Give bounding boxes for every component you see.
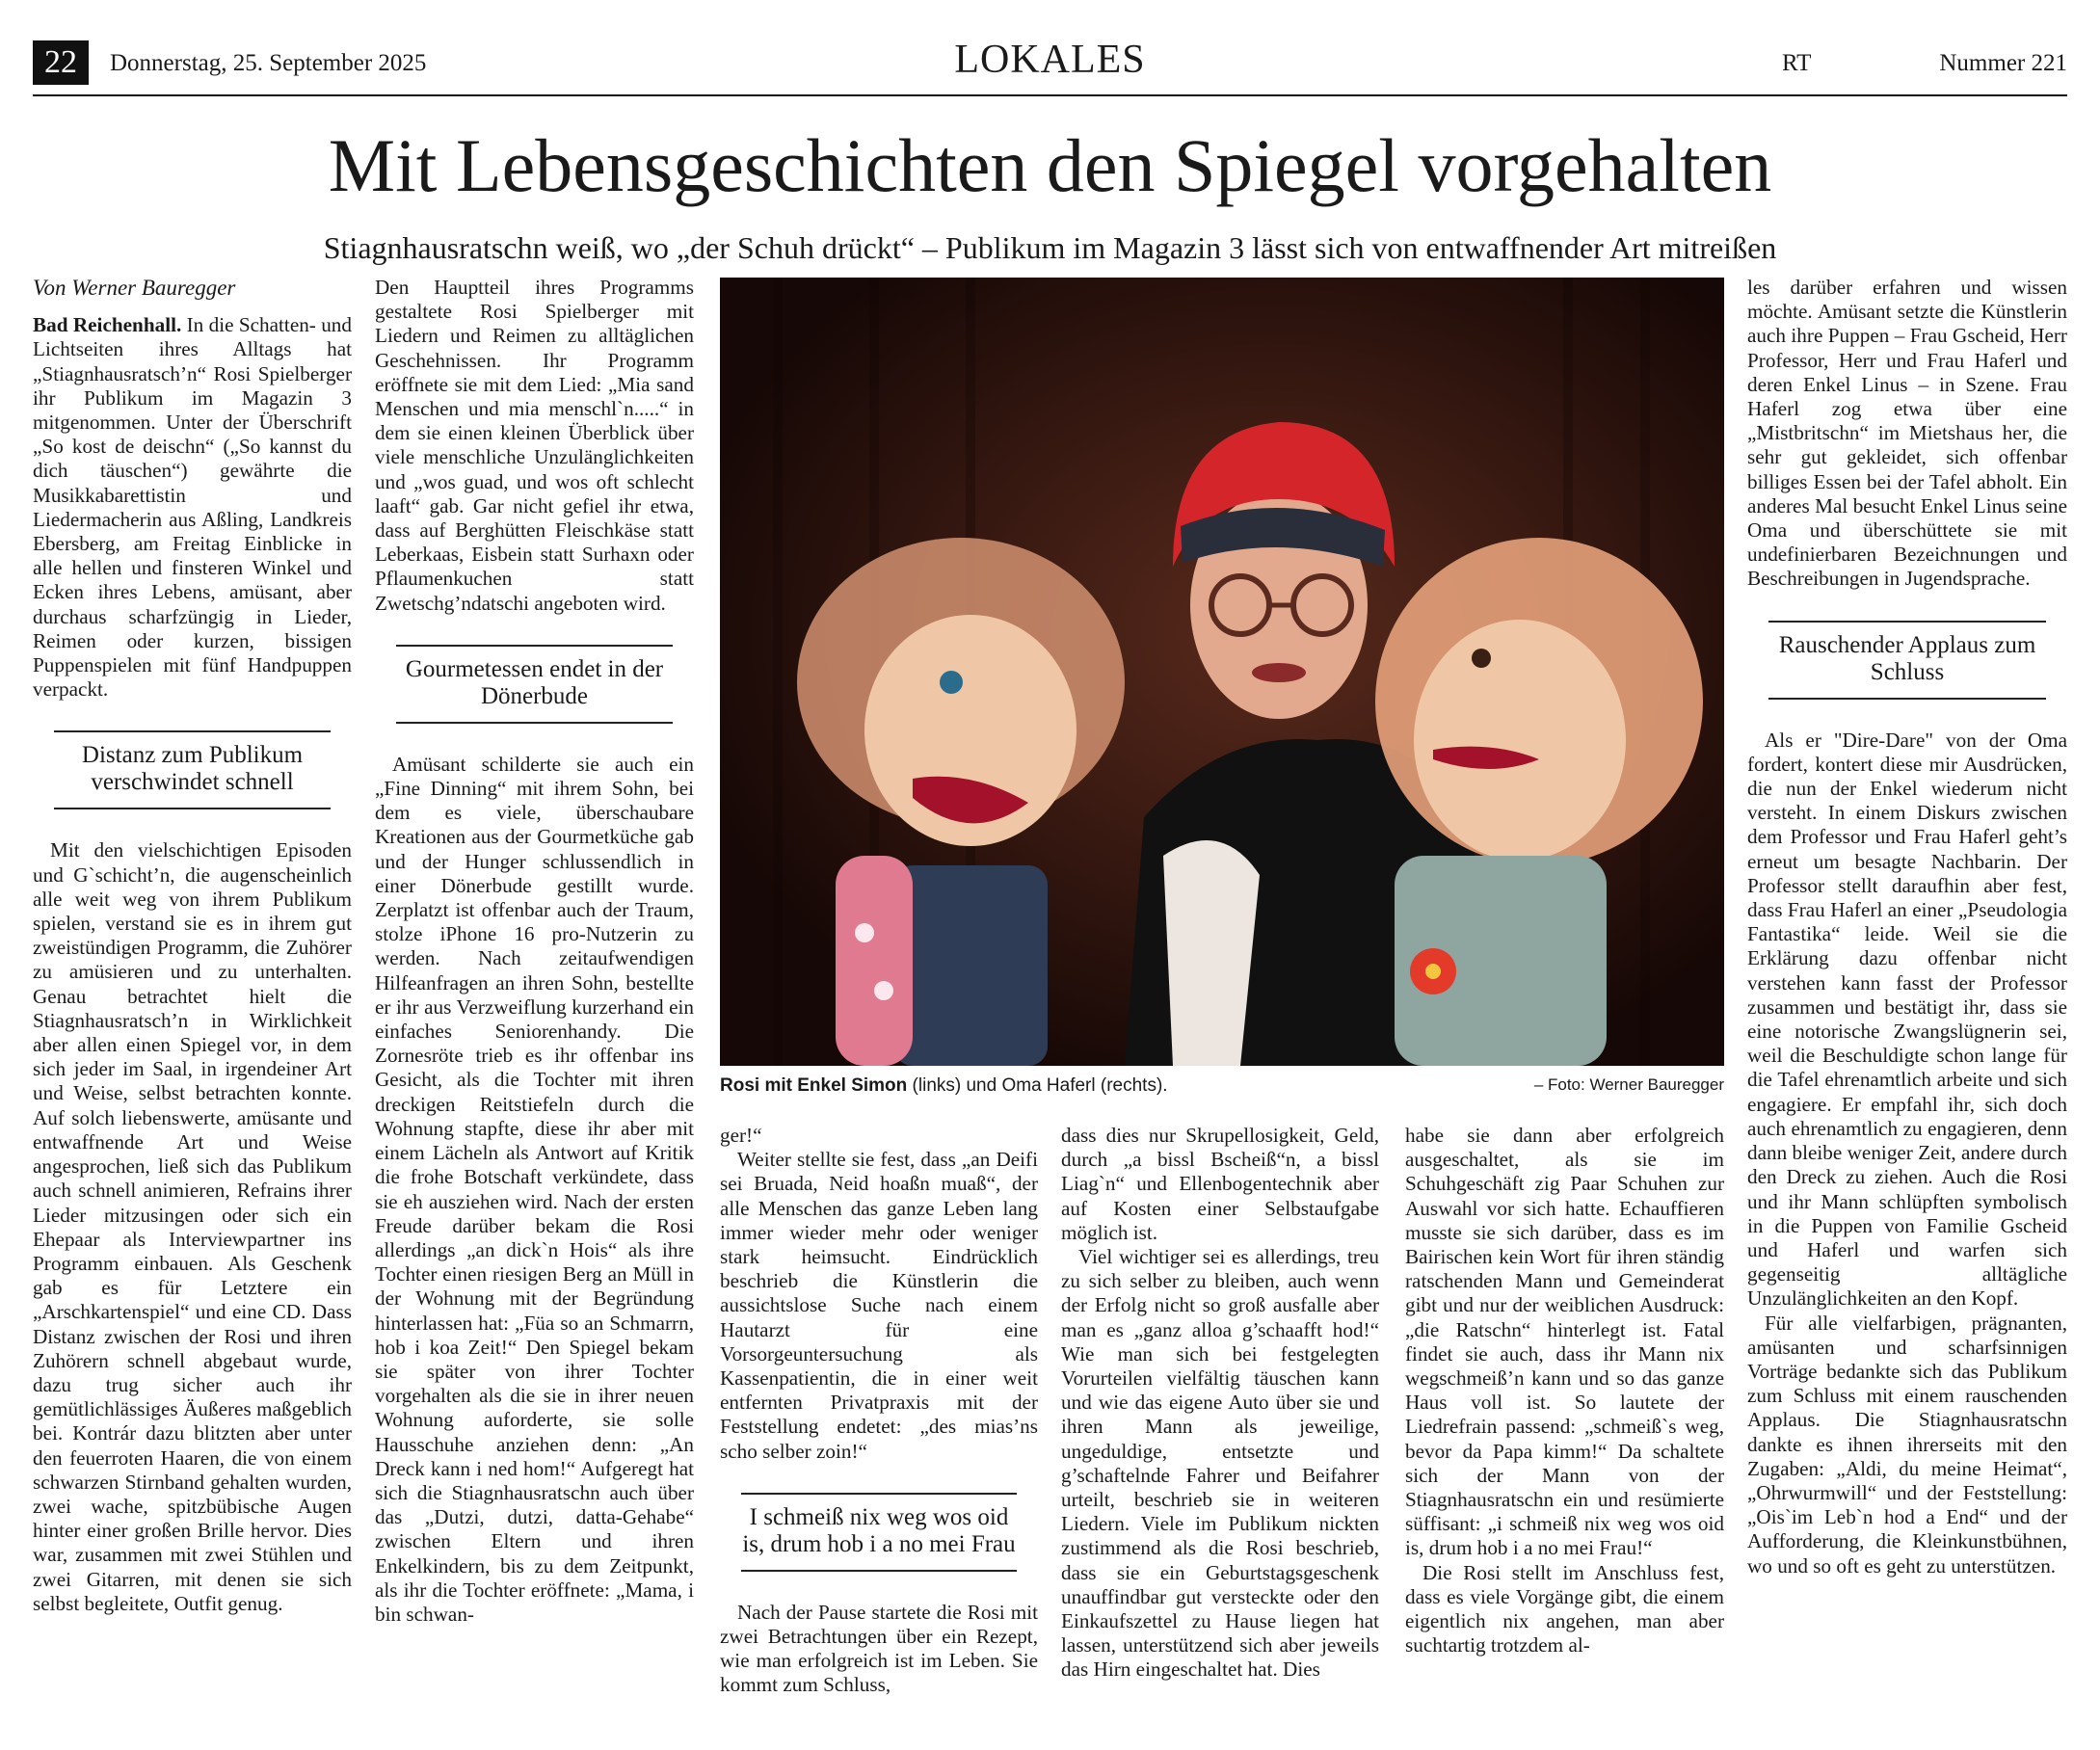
column-3: [720, 1124, 1038, 1698]
subheading-gourmetessen: Gourmetessen endet in der Dönerbude: [396, 645, 673, 724]
paragraph: habe sie dann aber erfolgreich ausgeschaltet, als sie im Schuhgeschäft zig Paar Schuhen zur Auswahl vor sich hatte. Echauffieren musste sie sich darüber, dass es im Bairischen kein Wort für ihren ständig ratschenden Mann und Gemeinderat gibt und nur der weiblichen Ausdruck: „die Ratschn“ hinterlegt ist. Fatal findet sie auch, dass ihr Mann nix wegschmeiß’n kann und so das ganze Haus voll ist. So lautete der Liedrefrain passend: „schmeiß`s weg, bevor da Papa kimm!“ Da schaltete sich der Mann von der Stiagnhausratschn ein und resümierte süffisant: „i schmeiß nix weg wos oid is, drum hob i a no mei Frau!“: [1405, 1124, 1724, 1560]
paragraph: Weiter stellte sie fest, dass „an Deifi sei Bruada, Neid hoaßn muaß“, der alle Menschen das ganze Leben lang immer wieder mehr oder weniger stark heimsucht. Eindrücklich beschrieb die Künstlerin die aussichtslose Suche nach einem Hautarzt für eine Vorsorgeuntersuchung als Kassenpatientin, die in einer weit entfernten Privatpraxis mit der Feststellung endetet: „des mias’ns scho selber zoin!“: [720, 1148, 1038, 1463]
subheading-distanz: Distanz zum Publikum verschwindet schnell: [54, 730, 331, 809]
lead-paragraph: Bad Reichenhall. In die Schatten- und Lichtseiten ihres Alltags hat „Stiagnhausratsch’n“ Rosi Spielberger ihr Publikum im Magazin 3 mitgenommen. Unter der Überschrift „So kost de deischn“ („So kannst du dich täuschen“) gewährte die Musikkabarettistin und Liedermacherin aus Aßling, Landkreis Ebersberg, am Freitag Einblicke in alle hellen und finsteren Winkel und Ecken ihres Lebens, amüsant, aber durchaus scharfzüngig in Lieder, Reimen oder kurzen, bissigen Puppenspielen mit fünf Handpuppen verpackt.: [33, 313, 352, 702]
author-byline: Von Werner Bauregger: [33, 276, 236, 300]
issue-number: Nummer 221: [1939, 50, 2067, 76]
photo-caption: [720, 1075, 1724, 1097]
article-subheadline: Stiagnhausratschn weiß, wo „der Schuh drückt“ – Publikum im Magazin 3 lässt sich von entwaffnender Art mitreißen: [323, 230, 1777, 265]
caption-text: (links) und Oma Haferl (rechts).: [907, 1075, 1168, 1096]
puppet-show-illustration: [720, 278, 1724, 1066]
paragraph: Amüsant schilderte sie auch ein „Fine Dinning“ mit ihrem Sohn, bei dem es viele, überschaubare Kreationen aus der Gourmetküche gab und der Hunger schlussendlich in einer Dönerbude gestillt wurde. Zerplatzt ist offenbar auch der Traum, stolze iPhone 16 pro-Nutzerin zu werden. Nach zeitaufwendigen Hilfeanfragen an ihren Sohn, bestellte er ihr aus Verzweiflung kurzerhand ein einfaches Seniorenhandy. Die Zornesröte trieb es ihr offenbar ins Gesicht, als die Tochter mit ihren dreckigen Reitstiefeln durch die Wohnung stapfte, diese ihr aber mit einem Lächeln als Antwort auf Kritik die frohe Botschaft verkündete, dass sie eh ausziehen wird. Nach der ersten Freude darüber bekam die Rosi allerdings „an dick`n Hois“ als ihre Tochter einen riesigen Berg an Müll in der Wohnung mit der Begründung hinterlassen hat: „Füa so an Schmarrn, hob i koa Zeit!“ Den Spiegel bekam sie später von ihrer Tochter vorgehalten als die sie in ihrer neuen Wohnung auforderte, sie solle Hausschuhe anziehen denn: „An Dreck kann i ned hom!“ Aufgeregt hat sich die Stiagnhausratschn auch über das „Dutzi, dutzi, datta-Gehabe“ zwischen Eltern und ihren Enkelkindern, bis zu dem Zeitpunkt, als ihr die Tochter eröffnete: „Mama, i bin schwan-: [375, 752, 694, 1626]
page-number: 22: [33, 40, 89, 85]
caption-names: Rosi mit Enkel Simon: [720, 1075, 908, 1096]
paragraph: Die Rosi stellt im Anschluss fest, dass es viele Vorgänge gibt, die einem eigentlich nix angehen, man aber suchtartig trotzdem al-: [1405, 1560, 1724, 1657]
section-title: LOKALES: [954, 38, 1146, 82]
paragraph: Mit den vielschichtigen Episoden und G`schicht’n, die augenscheinlich alle weit weg von ihrem Publikum spielen, verstand sie es in ihrem gut zweistündigen Programm, die Zuhörer zu amüsieren und zu unterhalten. Genau betrachtet hielt die Stiagnhausratsch’n in Wirklichkeit aber allen einen Spiegel vor, in dem sich jeder im Saal, in irgendeiner Art und Weise, selbst betrachten konnte. Auf solch liebenswerte, amüsante und entwaffnende Art und Weise angesprochen, ließ sich das Publikum auch schnell animieren, Refrains ihrer Lieder mitzusingen oder sich ein Ehepaar als Interviewpartner ins Programm einbauen. Als Geschenk gab es für Letztere ein „Arschkartenspiel“ und eine CD. Dass Distanz zwischen der Rosi und ihren Zuhörern schnell abgebaut wurde, dazu trug sicher auch ihr gemütlichlässiges Äußeres maßgeblich bei. Kontrár dazu blitzten aber unter den feuerroten Haaren, die von einem schwarzen Stirnband gehalten wurden, zwei wache, spitzbübische Augen hinter einer großen Brille hervor. Dies war, zusammen mit zwei Stühlen und zwei Gitarren, mit denen sie sich selbst begleitete, Outfit genug.: [33, 838, 352, 1615]
page-header: [33, 37, 2067, 96]
paragraph: les darüber erfahren und wissen möchte. Amüsant setzte die Künstlerin auch ihre Puppen – Frau Gscheid, Herr Professor, Herr und Frau Haferl und deren Enkel Linus – in Szene. Frau Haferl zog etwa über eine „Mistbritschn“ im Mietshaus her, die sehr gut gekleidet, sich offenbar billiges Essen bei der Tafel abholt. Ein anderes Mal besucht Enkel Linus seine Oma und überschüttete sie mit undefinierbaren Bezeichnungen und Beschreibungen in Jugendsprache.: [1747, 276, 2067, 591]
issue-date: Donnerstag, 25. September 2025: [110, 50, 427, 76]
dateline: Bad Reichenhall.: [33, 313, 182, 337]
paragraph: Den Hauptteil ihres Programms gestaltete Rosi Spielberger mit Liedern und Reimen zu alltäglichen Geschehnissen. Ihr Programm eröffnete sie mit dem Lied: „Mia sand Menschen und mia menschl`n.....“ in dem sie einen kleinen Überblick über viele menschliche Unzulänglichkeiten und „wos guad, und wos oft schlecht laaft“ gab. Gar nicht gefiel ihr etwa, dass auf Berghütten Fleischkäse statt Leberkaas, Eisbein statt Surhaxn oder Pflaumenkuchen statt Zwetschg’ndatschi angeboten wird.: [375, 276, 694, 615]
article-headline: Mit Lebensgeschichten den Spiegel vorgehalten: [328, 123, 1772, 207]
column-5: [1405, 1124, 1724, 1657]
column-1: [33, 276, 352, 1616]
subheading-schmeiss: I schmeiß nix weg wos oid is, drum hob i a no mei Frau: [741, 1493, 1017, 1572]
paragraph: Für alle vielfarbigen, prägnanten, amüsanten und scharfsinnigen Vorträge bedankte sich das Publikum zum Schluss mit einem rauschenden Applaus. Die Stiagnhausratschn dankte es ihnen ihrerseits mit den Zugaben: „Aldi, du meine Heimat“, „Ohrwurmwill“ und der Feststellung: „Ois`im Leb`n hod a End“ und der Aufforderung, die Kleinkunstbühnen, wo und so oft es geht zu unterstützen.: [1747, 1311, 2067, 1578]
article-photo: [720, 278, 1724, 1066]
column-6: [1747, 276, 2067, 1578]
subheading-applaus: Rauschender Applaus zum Schluss: [1768, 621, 2046, 700]
column-2: [375, 276, 694, 1627]
paragraph: Als er "Dire-Dare" von der Oma fordert, kontert diese mir Ausdrücken, die nun der Enkel wiederum nicht versteht. In einem Diskurs zwischen dem Professor und Frau Haferl geht’s erneut um besagte Nachbarin. Der Professor stellt daraufhin aber fest, dass Frau Haferl an einer „Pseudologia Fantastika“ leide. Weil sie die Erklärung dazu offenbar nicht verstehen kann fasst der Professor zusammen und bestätigt ihr, dass sie eine notorische Zwangslügnerin sei, weil die Beschuldigte schon lange für die Tafel ehrenamtlich arbeite und sich engagiere. Er empfahl ihr, sich doch auch ehrenamtlich zu engagieren, denn dann bleibe weniger Zeit, andere durch den Dreck zu ziehen. Auch die Rosi und ihr Mann schlüpften symbolisch in die Puppen von Familie Gscheid und Haferl und warfen sich gegenseitig alltägliche Unzulänglichkeiten an den Kopf.: [1747, 728, 2067, 1311]
paragraph: ger!“: [720, 1124, 762, 1147]
paragraph: dass dies nur Skrupellosigkeit, Geld, durch „a bissl Bscheiß“n, a bissl Liag`n“ und Ellenbogentechnik aber auf Kosten einer Selbstaufgabe möglich ist.: [1061, 1124, 1379, 1244]
paragraph: Nach der Pause startete die Rosi mit zwei Betrachtungen über ein Rezept, wie man erfolgreich ist im Leben. Sie kommt zum Schluss,: [720, 1600, 1038, 1697]
paragraph: Viel wichtiger sei es allerdings, treu zu sich selber zu bleiben, auch wenn der Erfolg nicht so groß ausfalle aber man es „ganz alloa g’schaafft hod!“ Wie man sich bei festgelegten Vorurteilen vielfältig täuschen kann und wie das eigene Auto über sie und ihren Mann als jeweilige, ungeduldige, entsetzte und g’schaftelnde Fahrer und Beifahrer urteilt, beschrieb sie in weiteren Liedern. Viele im Publikum nickten zustimmend als die Rosi beschrieb, dass sie ein Geburtstagsgeschenk unauffindbar gut versteckte oder den Einkaufszettel zu Hause liegen hat lassen, unterstützend sich aber jeweils das Hirn eingeschaltet hat. Dies: [1061, 1245, 1379, 1682]
photo-credit: – Foto: Werner Bauregger: [1533, 1075, 1724, 1094]
paper-abbreviation: RT: [1782, 50, 1812, 76]
column-4: [1061, 1124, 1379, 1683]
